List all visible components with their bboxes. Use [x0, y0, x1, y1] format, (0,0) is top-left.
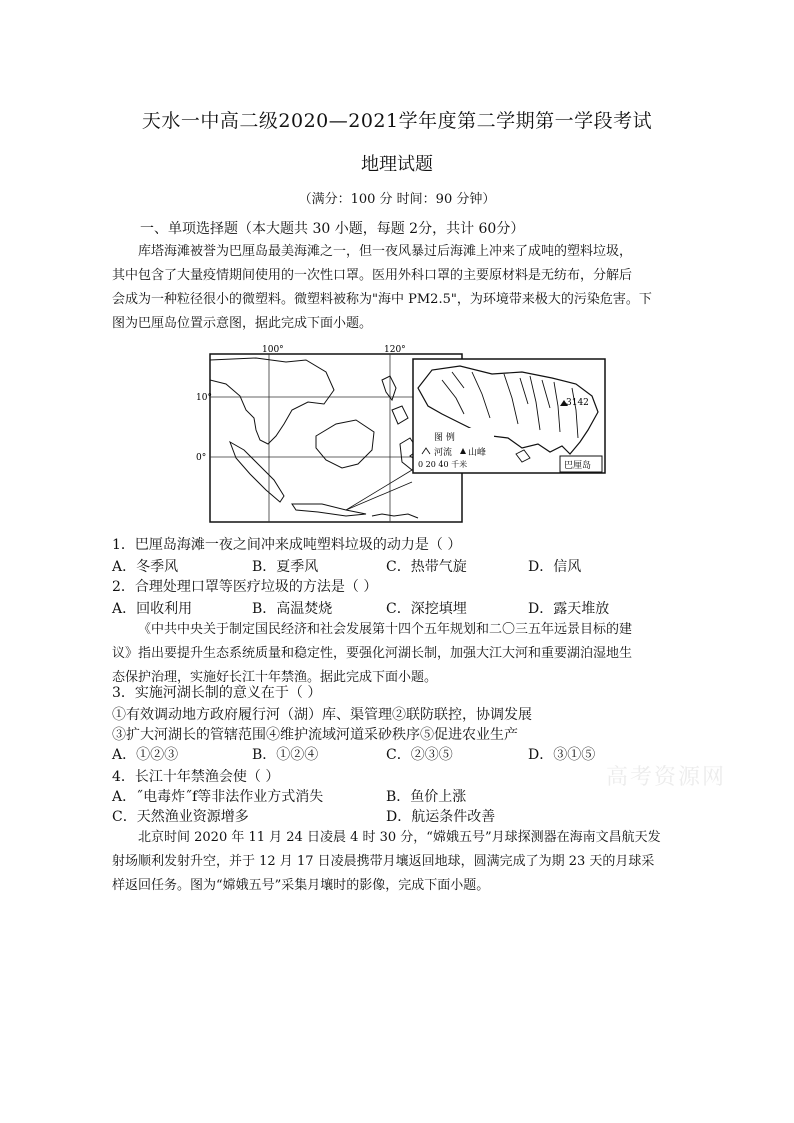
lon-label: 120° [384, 345, 406, 355]
legend-title: 图 例 [434, 433, 455, 443]
q2-option-b: B．高温焚烧 [252, 601, 333, 617]
lon-label: 100° [262, 345, 284, 355]
passage-line: 议》指出要提升生态系统质量和稳定性，要强化河湖长制，加强大江大河和重要湖泊湿地生 [112, 646, 633, 661]
passage-line: 北京时间 2020 年 11 月 24 日凌晨 4 时 30 分，“嫦娥五号”月球探测器在海南文昌航天发 [138, 830, 661, 845]
q3-option-a: A．①②③ [112, 747, 179, 763]
q4-option-d: D．航运条件改善 [386, 809, 496, 825]
island-label: 巴厘岛 [564, 461, 592, 471]
question-4-stem: 4．长江十年禁渔会使（ ） [112, 769, 280, 785]
passage-2 [112, 618, 682, 690]
question-2-stem: 2．合理处理口罩等医疗垃圾的方法是（ ） [112, 579, 378, 595]
bali-inset-map [412, 358, 606, 474]
q1-option-d: D．信风 [528, 559, 582, 575]
q4-option-b: B．鱼价上涨 [386, 789, 467, 805]
exam-meta: （满分：100 分 时间：90 分钟） [298, 192, 496, 207]
watermark: 高考资源网 [606, 765, 727, 790]
passage-line: 射场顺利发射升空，并于 12 月 17 日凌晨携带月壤返回地球，圆满完成了为期 23 天的月球采 [112, 854, 655, 869]
q4-option-a: A．˝电毒炸˝f等非法作业方式消失 [112, 789, 324, 805]
q1-option-c: C．热带气旋 [386, 559, 467, 575]
q3-option-b: B．①②④ [252, 747, 319, 763]
section-heading: 一、单项选择题（本大题共 30 小题，每题 2分，共计 60分） [140, 221, 525, 237]
passage-line: 会成为一种粒径很小的微塑料。微塑料被称为"海中 PM2.5"，为环境带来极大的污染危害。下 [112, 292, 652, 307]
q1-option-b: B．夏季风 [252, 559, 319, 575]
legend-river: 河流 [434, 448, 453, 458]
passage-3 [112, 826, 682, 898]
q1-option-a: A．冬季风 [112, 559, 179, 575]
passage-line: 图为巴厘岛位置示意图，据此完成下面小题。 [112, 316, 373, 331]
q3-option-d: D．③①⑤ [528, 747, 596, 763]
passage-line: 库塔海滩被誉为巴厘岛最美海滩之一，但一夜风暴过后海滩上冲来了成吨的塑料垃圾， [138, 244, 633, 259]
passage-line: 样返回任务。图为“嫦娥五号”采集月壤时的影像，完成下面小题。 [112, 878, 490, 893]
q2-option-d: D．露天堆放 [528, 601, 610, 617]
passage-line: 其中包含了大量疫情期间使用的一次性口罩。医用外科口罩的主要原材料是无纺布，分解后 [112, 268, 633, 283]
q4-option-c: C．天然渔业资源增多 [112, 809, 249, 825]
scale-bar: 0 20 40 千米 [418, 460, 468, 469]
question-1-stem: 1．巴厘岛海滩一夜之间冲来成吨塑料垃圾的动力是（ ） [112, 537, 462, 553]
inset-graphic [412, 358, 606, 474]
passage-1 [112, 240, 682, 336]
passage-line: 《中共中央关于制定国民经济和社会发展第十四个五年规划和二〇三五年远景目标的建 [138, 622, 633, 637]
q3-statements-line: ③扩大河湖长的管辖范围④维护流域河道采砂秩序⑤促进农业生产 [112, 727, 518, 743]
q2-option-c: C．深挖填埋 [386, 601, 467, 617]
q3-statements-line: ①有效调动地方政府履行河（湖）库、渠管理②联防联控，协调发展 [112, 707, 532, 723]
subject-title: 地理试题 [361, 154, 433, 175]
exam-title: 天水一中高二级2020—2021学年度第二学期第一学段考试 [141, 110, 653, 132]
lat-label: 0° [196, 453, 207, 463]
peak-elevation: 3142 [566, 398, 589, 408]
q2-option-a: A．回收利用 [112, 601, 193, 617]
legend-peak: 山峰 [468, 448, 487, 458]
passage-line: 态保护治理，实施好长江十年禁渔。据此完成下面小题。 [112, 670, 438, 685]
lat-label: 10° [196, 393, 212, 403]
question-3-stem: 3．实施河湖长制的意义在于（ ） [112, 685, 322, 701]
q3-option-c: C．②③⑤ [386, 747, 453, 763]
